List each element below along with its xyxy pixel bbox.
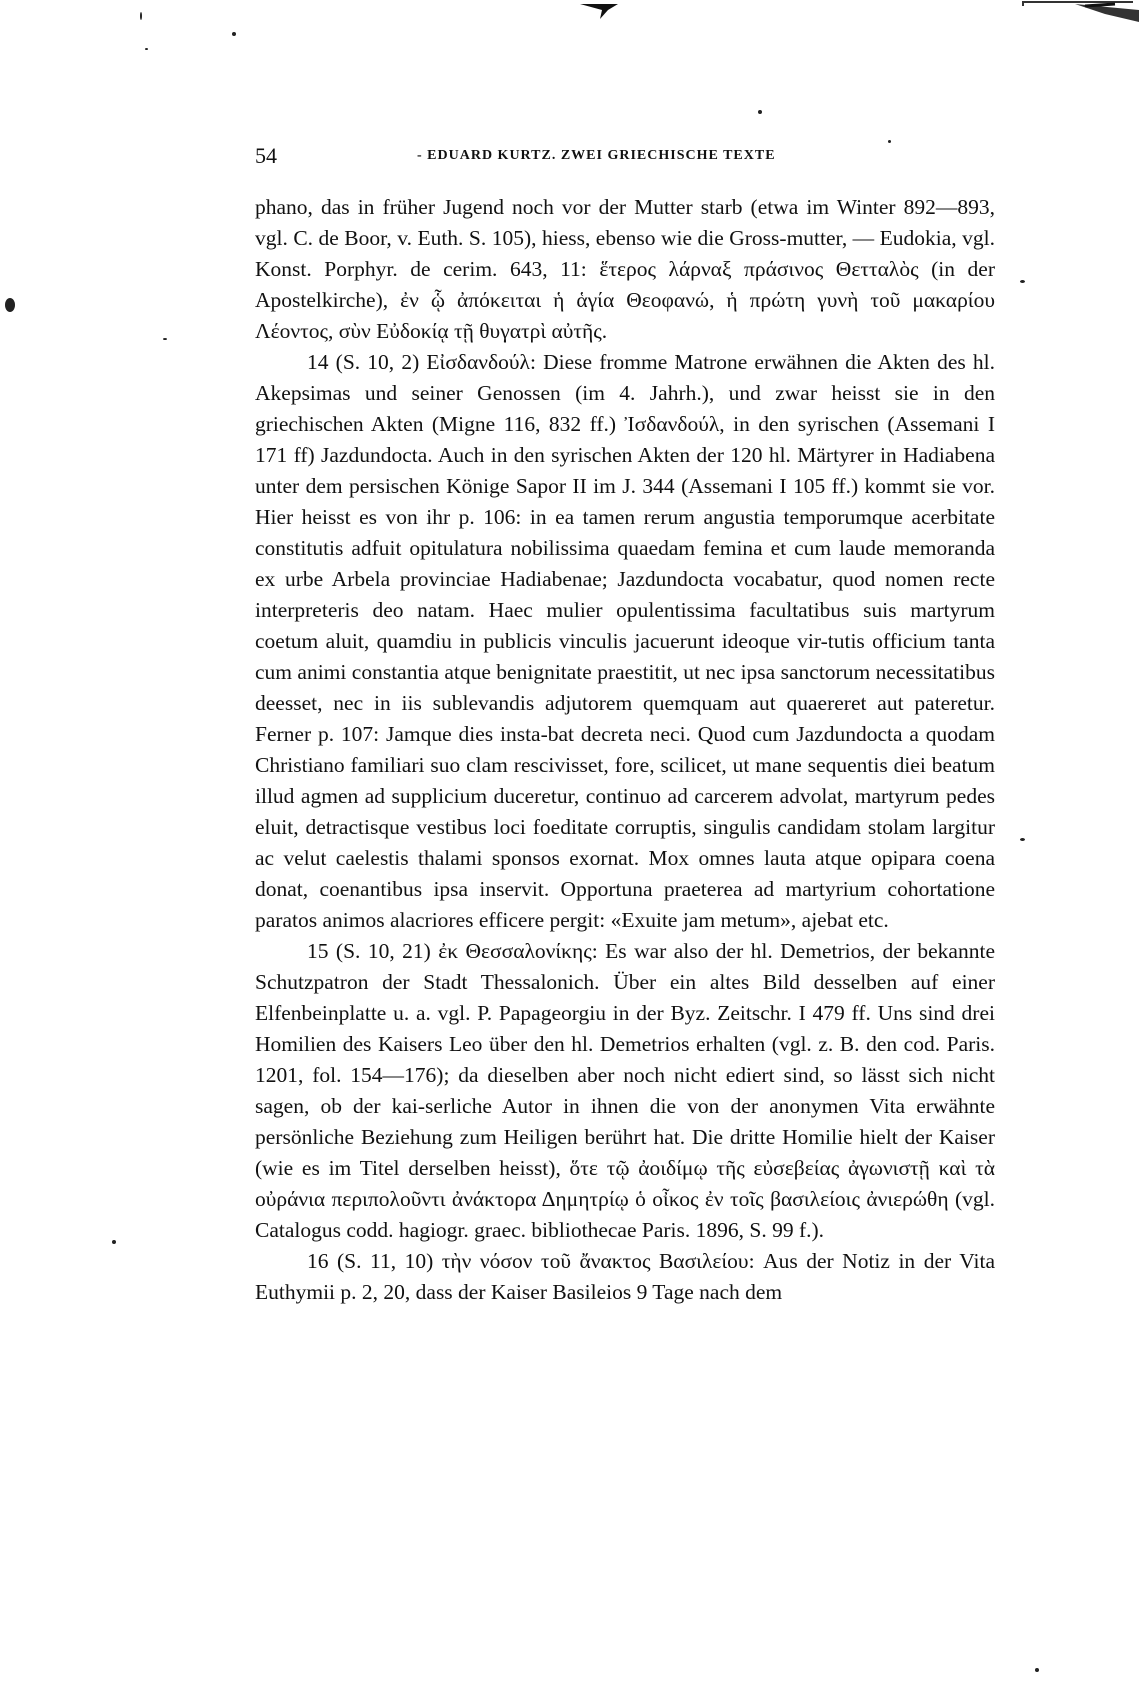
paragraph: 15 (S. 10, 21) ἐκ Θεσσαλονίκης: Es war also der hl. Demetrios, der bekannte Schutzpatron der Stadt Thessalonich. Über ein altes Bild desselben auf einer Elfenbeinplatte u. a. vgl. P. Papageorgiu in der Byz. Zeitschr. I 479 ff. Uns sind drei Homilien des Kaisers Leo über den hl. Demetrios erhalten (vgl. z. B. den cod. Paris. 1201, fol. 154—176); da dieselben aber noch nicht ediert sind, so lässt sich nicht sagen, ob der kai-serliche Autor in ihnen die von der anonymen Vita erwähnte persönliche Beziehung zum Heiligen berührt hat. Die dritte Homilie hielt der Kaiser (wie es im Titel derselben heisst), ὅτε τῷ ἀοιδίμῳ τῆς εὐσεβείας ἀγωνιστῇ καὶ τὰ οὐράνια περιπολοῦντι ἀνάκτορα Δημητρίῳ ὁ οἶκος ἐν τοῖς βασιλείοις ἀνιερώθη (vgl. Catalogus codd. hagiogr. graec. bibliothecae Paris. 1896, S. 99 f.). — [255, 939, 995, 1242]
speck — [140, 12, 142, 20]
speck — [112, 1240, 116, 1244]
paragraph: 14 (S. 10, 2) Εἰσδανδούλ: Diese fromme Matrone erwähnen die Akten des hl. Akepsimas und seiner Genossen (im 4. Jahrh.), und zwar heisst sie in den griechischen Akten (Migne 116, 832 ff.) Ἰσδανδούλ, in den syrischen (Assemani I 171 ff) Jazdundocta. Auch in den syrischen Akten der 120 hl. Märtyrer in Hadiabena unter dem persischen Könige Sapor II im J. 344 (Assemani I 105 ff.) kommt sie vor. Hier heisst es von ihr p. 106: in ea tamen rerum angustia temporumque acerbitate constitutis adfuit opitulatura nobilissima quaedam femina et cum laude memoranda ex urbe Arbela provinciae Hadiabenae; Jazdundocta vocabatur, quod nomen recte interpreteris deo natam. Haec mulier opulentissima facultatibus suis martyrum coetum aluit, quamdiu in publicis vinculis jacuerunt ideoque vir-tutis officium tanta cum animi constantia atque benignitate praestitit, ut nec ipsa sanctorum necessitatibus deesset, nec in iis sublevandis adjutorem quemquam aut quaereret aut pateretur. Ferner p. 107: Jamque dies insta-bat decreta neci. Quod cum Jazdundocta a quodam Christiano familiari suo clam rescivisset, fore, scilicet, ut mane sequentis diei beatum illud agmen ad supplicium duceretur, continuo ad carcerem advolat, martyrum pedes eluit, detractisque vestibus loci foeditate corruptis, singulis candidam stolam largitur ac velut caelestis thalami sponsos exornat. Mox omnes lauta atque opipara coena donat, coenantibus ipsa inservit. Opportuna praeterea ad martyrium cohortatione paratos animos alacriores efficere pergit: «Exuite jam metum», ajebat etc. — [255, 350, 995, 932]
paragraph: phano, das in früher Jugend noch vor der Mutter starb (etwa im Winter 892—893, vgl. C. de Boor, v. Euth. S. 105), hiess, ebenso wie die Gross-mutter, — Eudokia, vgl. Konst. Porphyr. de cerim. 643, 11: ἕτερος λάρναξ πράσινος Θετταλὸς (in der Apostelkirche), ἐν ᾧ ἀπόκειται ἡ ἁγία Θεοφανώ, ἡ πρώτη γυνὴ τοῦ μακαρίου Λέοντος, σὺν Εὐδοκίᾳ τῇ θυγατρὶ αὐτῆς. — [255, 195, 995, 343]
page-number: 54 — [255, 143, 277, 168]
scan-edge-mark — [1015, 0, 1140, 32]
paragraph: 16 (S. 11, 10) τὴν νόσον τοῦ ἄνακτος Βασιλείου: Aus der Notiz in der Vita Euthymii p. 2, 20, dass der Kaiser Basileios 9 Tage nach dem — [255, 1249, 995, 1304]
speck — [232, 32, 236, 36]
body-text — [255, 192, 995, 1308]
speck — [145, 48, 148, 50]
speck — [1020, 280, 1025, 283]
speck — [1035, 1668, 1039, 1672]
speck — [1020, 838, 1025, 841]
speck — [758, 110, 762, 114]
speck — [5, 298, 15, 312]
running-title: - EDUARD KURTZ. ZWEI GRIECHISCHE TEXTE — [417, 148, 776, 163]
page-header — [255, 143, 1000, 173]
speck — [163, 338, 167, 340]
scan-artifact-mark — [578, 2, 622, 20]
